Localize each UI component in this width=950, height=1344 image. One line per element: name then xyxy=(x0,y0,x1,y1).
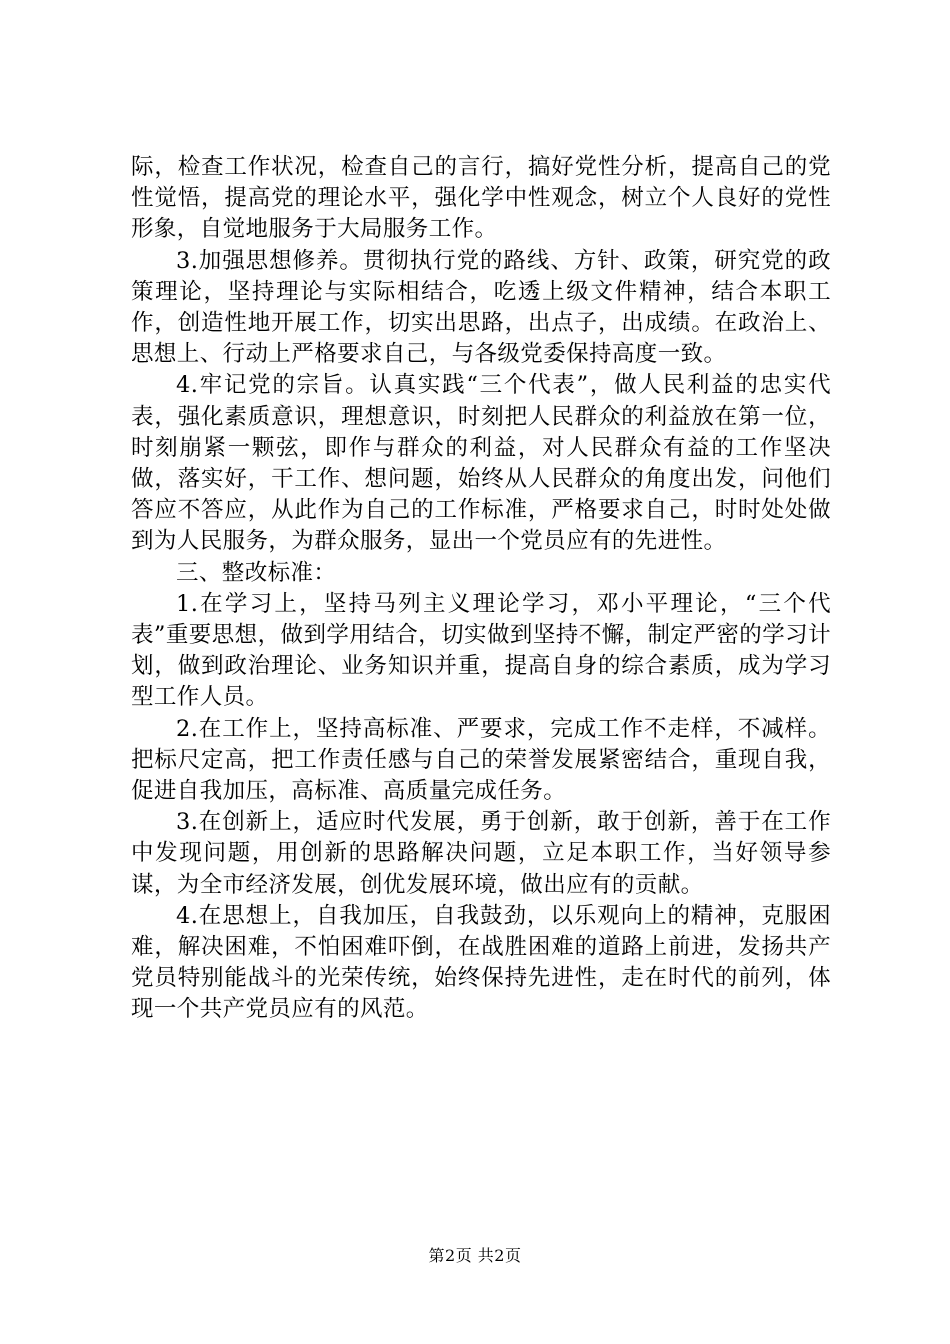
paragraph-continuation: 际，检查工作状况，检查自己的言行，搞好党性分析，提高自己的党性觉悟，提高党的理论水平，强化学中性观念，树立个人良好的党性形象，自觉地服务于大局服务工作。 xyxy=(131,154,831,243)
document-body xyxy=(131,152,831,1026)
paragraph-standard-1-study: 1.在学习上，坚持马列主义理论学习，邓小平理论，“三个代表”重要思想，做到学用结合，切实做到坚持不懈，制定严密的学习计划，做到政治理论、业务知识并重，提高自身的综合素质，成为学习型工作人员。 xyxy=(131,590,831,711)
page-number-footer: 第2页 共2页 xyxy=(428,1246,522,1265)
paragraph-item-3-ideology: 3.加强思想修养。贯彻执行党的路线、方针、政策，研究党的政策理论，坚持理论与实际相结合，吃透上级文件精神，结合本职工作，创造性地开展工作，切实出思路，出点子，出成绩。在政治上、思想上、行动上严格要求自己，与各级党委保持高度一致。 xyxy=(131,247,831,368)
paragraph-standard-2-work: 2.在工作上，坚持高标准、严要求，完成工作不走样，不减样。把标尺定高，把工作责任感与自己的荣誉发展紧密结合，重现自我，促进自我加压，高标准、高质量完成任务。 xyxy=(131,715,831,805)
paragraph-item-4-purpose: 4.牢记党的宗旨。认真实践“三个代表”，做人民利益的忠实代表，强化素质意识，理想意识，时刻把人民群众的利益放在第一位，时刻崩紧一颗弦，即作与群众的利益，对人民群众有益的工作坚决做，落实好，干工作、想问题，始终从人民群众的角度出发，问他们答应不答应，从此作为自己的工作标准，严格要求自己，时时处处做到为人民服务，为群众服务，显出一个党员应有的先进性。 xyxy=(131,372,831,555)
paragraph-standard-3-innovation: 3.在创新上，适应时代发展，勇于创新，敢于创新，善于在工作中发现问题，用创新的思路解决问题，立足本职工作，当好领导参谋，为全市经济发展，创优发展环境，做出应有的贡献。 xyxy=(131,809,831,898)
paragraph-standard-4-thought: 4.在思想上，自我加压，自我鼓劲，以乐观向上的精神，克服困难，解决困难，不怕困难吓倒，在战胜困难的道路上前进，发扬共产党员特别能战斗的光荣传统，始终保持先进性，走在时代的前列，体现一个共产党员应有的风范。 xyxy=(131,902,831,1023)
section-heading-rectification-standards: 三、整改标准： xyxy=(176,559,337,586)
